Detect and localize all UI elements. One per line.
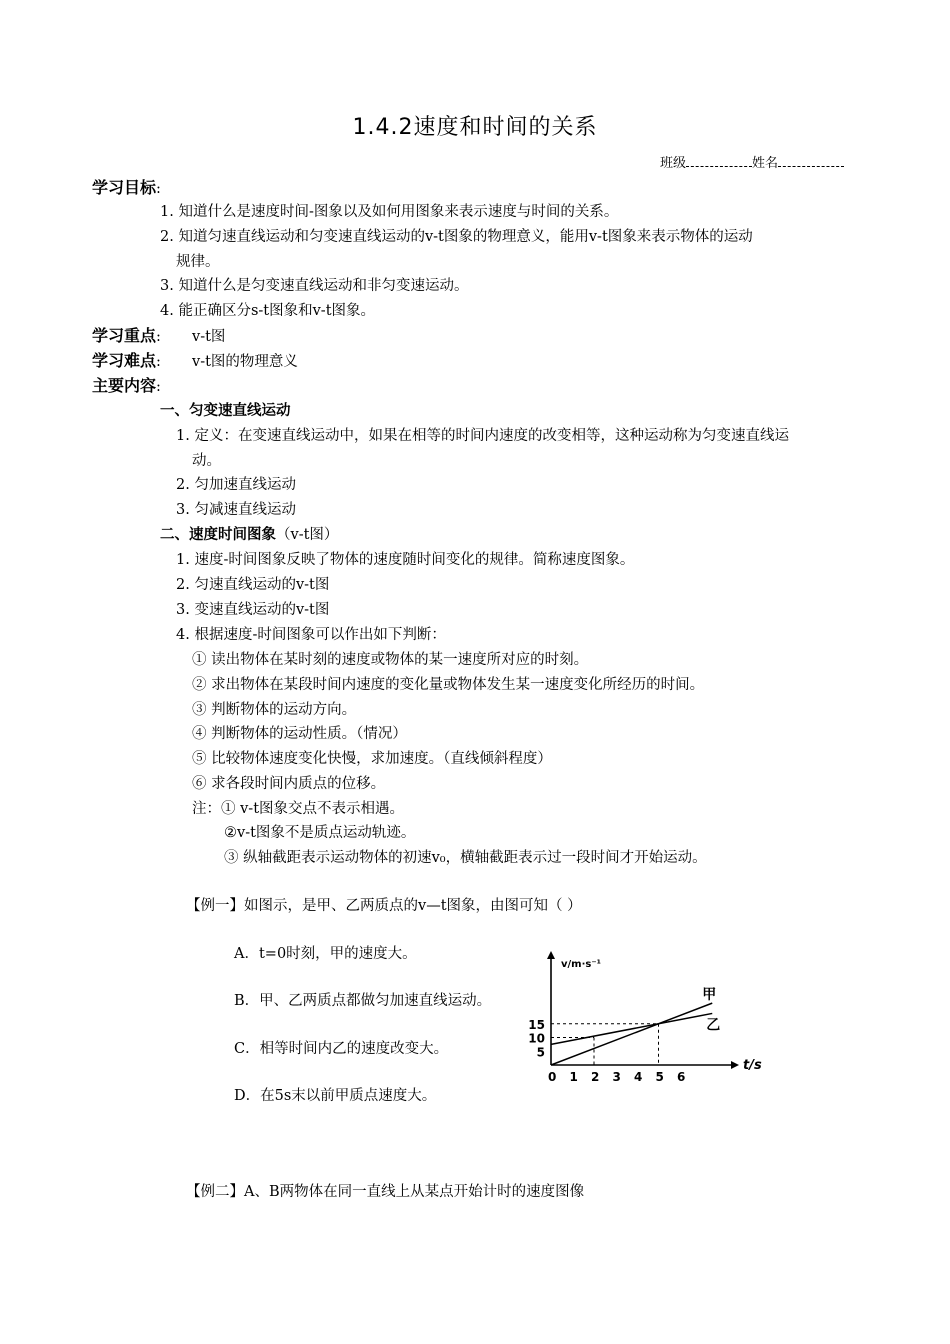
x-axis-arrow [731,1061,739,1069]
difficulty-colon: : [156,354,161,370]
page-title: 1.4.2速度和时间的关系 [352,115,598,140]
x-tick-label: 4 [634,1070,643,1084]
difficulty-text: v-t图的物理意义 [192,354,298,370]
objective-item: 1. 知道什么是速度时间-图象以及如何用图象来表示速度与时间的关系。 [160,204,619,220]
key-point-line [92,326,161,347]
x-tick-label: 1 [569,1070,578,1084]
section2-heading-line [160,525,338,545]
section1-heading: 一、匀变速直线运动 [160,403,291,419]
example1-question-line [186,896,582,916]
x-axis-label: t/s [743,1058,762,1073]
y-axis-label: v/m·s⁻¹ [561,959,601,970]
example2-tag: 【例二】 [186,1184,244,1200]
note-item: ③ 纵轴截距表示运动物体的初速v₀，横轴截距表示过一段时间才开始运动。 [224,850,707,866]
class-label: 班级 [660,156,687,171]
series-label: 甲 [702,987,717,1004]
x-tick-label: 0 [548,1070,557,1084]
y-tick-label: 15 [528,1017,545,1032]
objective-item-continued: 规律。 [176,254,220,270]
judgment-item: ⑤ 比较物体速度变化快慢，求加速度。（直线倾斜程度） [192,751,552,767]
x-tick-label: 6 [677,1070,686,1084]
main-heading-line [92,376,161,397]
objective-item: 3. 知道什么是匀变速直线运动和非匀变速运动。 [160,278,469,294]
name-label: 姓名 [752,156,779,171]
class-blank[interactable] [686,154,752,167]
section2-item: 2. 匀速直线运动的v-t图 [176,577,330,593]
main-heading: 主要内容 [92,376,157,395]
section1-item: 1. 定义：在变速直线运动中，如果在相等的时间内速度的改变相等，这种运动称为匀变速直线运 [176,428,789,444]
y-tick-label: 5 [536,1045,545,1060]
example1-option-b: B．甲、乙两质点都做匀加速直线运动。 [234,993,492,1009]
section2-heading: 二、速度时间图象 [160,527,276,543]
difficulty-heading: 学习难点 [92,351,157,370]
series-label: 乙 [706,1017,721,1034]
key-point-colon: : [156,329,161,345]
example1-option-d: D．在5s末以前甲质点速度大。 [234,1088,437,1104]
y-axis-arrow [547,951,555,959]
example2-text: A、B两物体在同一直线上从某点开始计时的速度图像 [244,1184,585,1200]
section2-item: 4. 根据速度-时间图象可以作出如下判断： [176,627,446,643]
y-tick-label: 10 [528,1031,545,1046]
example2-line [186,1182,584,1202]
section1-item: 3. 匀减速直线运动 [176,502,296,518]
judgment-item: ② 求出物体在某段时间内速度的变化量或物体发生某一速度变化所经历的时间。 [192,677,705,693]
judgment-item: ⑥ 求各段时间内质点的位移。 [192,776,386,792]
main-colon: : [156,379,161,395]
note-item: ②v-t图象不是质点运动轨迹。 [224,825,416,841]
key-point-heading: 学习重点 [92,326,157,345]
series-line-jia [551,1003,712,1065]
objective-item: 2. 知道匀速直线运动和匀变速直线运动的v-t图象的物理意义，能用v-t图象来表示物体的运动 [160,229,753,245]
judgment-item: ① 读出物体在某时刻的速度或物体的某一速度所对应的时刻。 [192,652,589,668]
series-line-yi [551,1013,712,1044]
note-item: 注：① v-t图象交点不表示相遇。 [192,801,405,817]
section1-item-continued: 动。 [192,453,221,469]
x-tick-label: 5 [655,1070,664,1084]
vt-chart [525,945,762,1085]
difficulty-line [92,351,161,372]
class-name-line [660,152,844,171]
judgment-item: ④ 判断物体的运动性质。（情况） [192,726,407,742]
example1-option-a: A．t=0时刻，甲的速度大。 [234,946,417,962]
judgment-item: ③ 判断物体的运动方向。 [192,702,357,718]
objective-item: 4. 能正确区分s-t图象和v-t图象。 [160,303,376,319]
x-tick-label: 3 [612,1070,621,1084]
objectives-colon: : [156,181,161,197]
example1-option-c: C．相等时间内乙的速度改变大。 [234,1041,449,1057]
objectives-heading-line [92,178,161,199]
example1-question: 如图示，是甲、乙两质点的v—t图象，由图可知（ ） [244,898,582,914]
section2-heading-suffix: （v-t图） [276,527,339,543]
name-blank[interactable] [778,154,844,167]
section2-item: 3. 变速直线运动的v-t图 [176,602,330,618]
x-tick-label: 2 [591,1070,600,1084]
objectives-heading: 学习目标 [92,178,157,197]
key-point-text: v-t图 [192,329,226,345]
section2-item: 1. 速度-时间图象反映了物体的速度随时间变化的规律。简称速度图象。 [176,552,635,568]
example1-tag: 【例一】 [186,898,244,914]
section1-item: 2. 匀加速直线运动 [176,477,296,493]
